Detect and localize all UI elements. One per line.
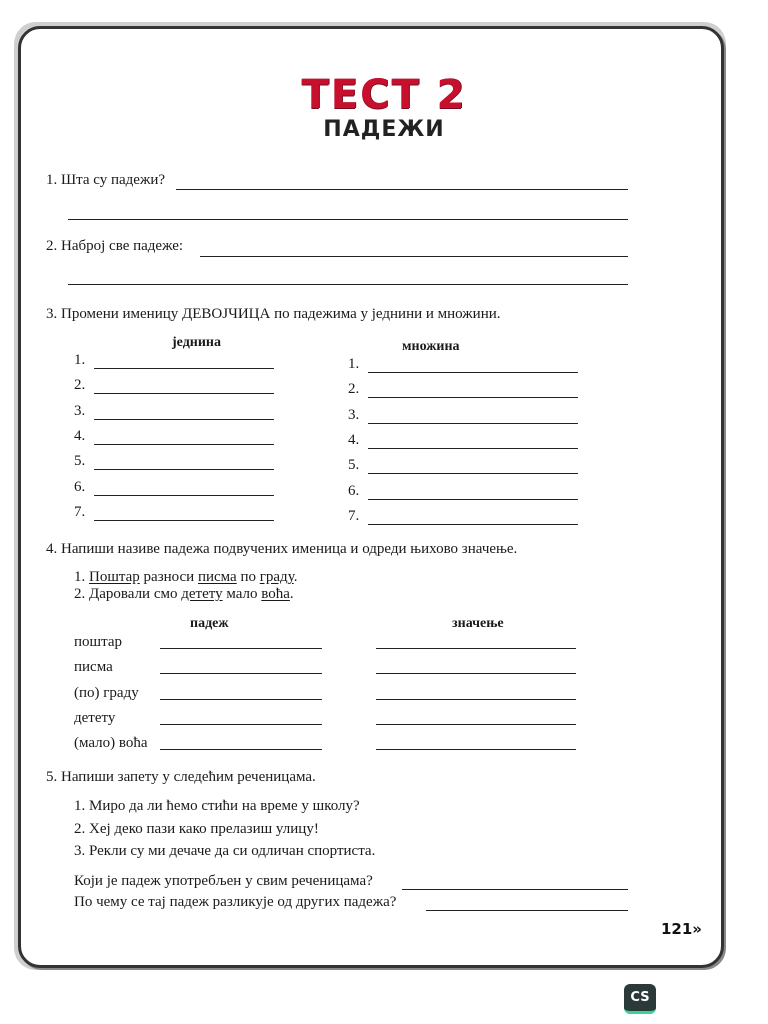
sentence-word: по [240,569,256,585]
case-answer-line[interactable] [160,673,322,674]
question-4: 4. Напиши називе падежа подвучених именица и одреди њихово значење. [46,541,518,557]
sentence-word: Даровали смо [89,586,178,602]
column-header-singular: једнина [172,335,221,350]
column-header-case: падеж [190,616,229,631]
singular-row-number: 4. [74,427,86,444]
plural-row-number: 5. [348,457,360,474]
noun-label: писма [74,659,113,676]
singular-answer-line[interactable] [94,419,274,420]
answer-line-q5-b[interactable] [426,910,628,911]
answer-line-q1-a[interactable] [176,189,628,190]
meaning-answer-line[interactable] [376,699,576,700]
page-number: 121» [660,920,702,938]
comma-sentence-3: 3. Рекли су ми дечаче да си одличан спортиста. [74,843,376,859]
camscanner-logo-icon: CS [624,984,656,1014]
plural-row-number: 2. [348,381,360,398]
question-3: 3. Промени именицу ДЕВОЈЧИЦА по падежима у једнини и множини. [46,306,501,322]
meaning-answer-line[interactable] [376,724,576,725]
answer-line-q2-b[interactable] [68,284,628,285]
singular-answer-line[interactable] [94,444,274,445]
page-title: ТЕСТ 2 [301,72,467,118]
case-answer-line[interactable] [160,724,322,725]
singular-answer-line[interactable] [94,368,274,369]
plural-answer-line[interactable] [368,423,578,424]
answer-line-q5-a[interactable] [402,889,628,890]
plural-row-number: 1. [348,356,360,372]
sentence-4-2 [74,586,294,603]
singular-row-number: 1. [74,352,86,368]
answer-line-q2-a[interactable] [200,256,628,257]
plural-answer-line[interactable] [368,499,578,500]
meaning-answer-line[interactable] [376,673,576,674]
plural-answer-line[interactable] [368,372,578,373]
plural-row-number: 3. [348,406,360,423]
meaning-answer-line[interactable] [376,648,576,649]
plural-row-number: 6. [348,482,360,499]
noun-label: (мало) воћа [74,735,148,752]
singular-answer-line[interactable] [94,520,274,521]
noun-label: (по) граду [74,684,139,701]
column-header-plural: множина [402,339,460,354]
follow-up-question-1: Који је падеж употребљен у свим реченицама? [74,873,373,889]
sentence-number: 2. [74,586,86,602]
singular-answer-line[interactable] [94,469,274,470]
page-subtitle: ПАДЕЖИ [323,117,445,142]
noun-label: детету [74,709,116,726]
plural-answer-line[interactable] [368,448,578,449]
underlined-noun: граду [259,569,294,585]
sentence-word: мало [226,586,258,602]
question-5: 5. Напиши запету у следећим реченицама. [46,769,316,785]
singular-row-number: 3. [74,402,86,419]
plural-answer-line[interactable] [368,397,578,398]
singular-row-number: 5. [74,453,86,470]
comma-sentence-1: 1. Миро да ли ћемо стићи на време у школу? [74,798,360,814]
comma-sentence-2: 2. Хеј деко пази како прелазиш улицу! [74,821,319,837]
sentence-number: 1. [74,569,86,585]
plural-row-number: 7. [348,507,360,524]
question-2: 2. Наброј све падеже: [46,238,184,254]
underlined-noun: Поштар [89,569,140,585]
meaning-answer-line[interactable] [376,749,576,750]
noun-label: поштар [74,634,122,650]
question-1: 1. Шта су падежи? [46,172,166,188]
underlined-noun: писма [197,569,237,585]
plural-answer-line[interactable] [368,524,578,525]
sentence-punctuation: . [293,569,298,585]
singular-answer-line[interactable] [94,393,274,394]
plural-answer-line[interactable] [368,473,578,474]
case-answer-line[interactable] [160,699,322,700]
singular-row-number: 6. [74,478,86,495]
plural-row-number: 4. [348,431,360,448]
sentence-word: разноси [143,569,195,585]
answer-line-q1-b[interactable] [68,219,628,220]
underlined-noun: детету [181,586,223,602]
follow-up-question-2: По чему се тај падеж разликује од других падежа? [74,894,397,910]
sentence-punctuation: . [289,586,294,602]
singular-row-number: 2. [74,377,86,394]
sentence-4-1 [74,569,297,586]
singular-answer-line[interactable] [94,495,274,496]
case-answer-line[interactable] [160,749,322,750]
underlined-noun: воћа [261,586,290,602]
case-answer-line[interactable] [160,648,322,649]
singular-row-number: 7. [74,503,86,520]
column-header-meaning: значење [452,616,504,631]
